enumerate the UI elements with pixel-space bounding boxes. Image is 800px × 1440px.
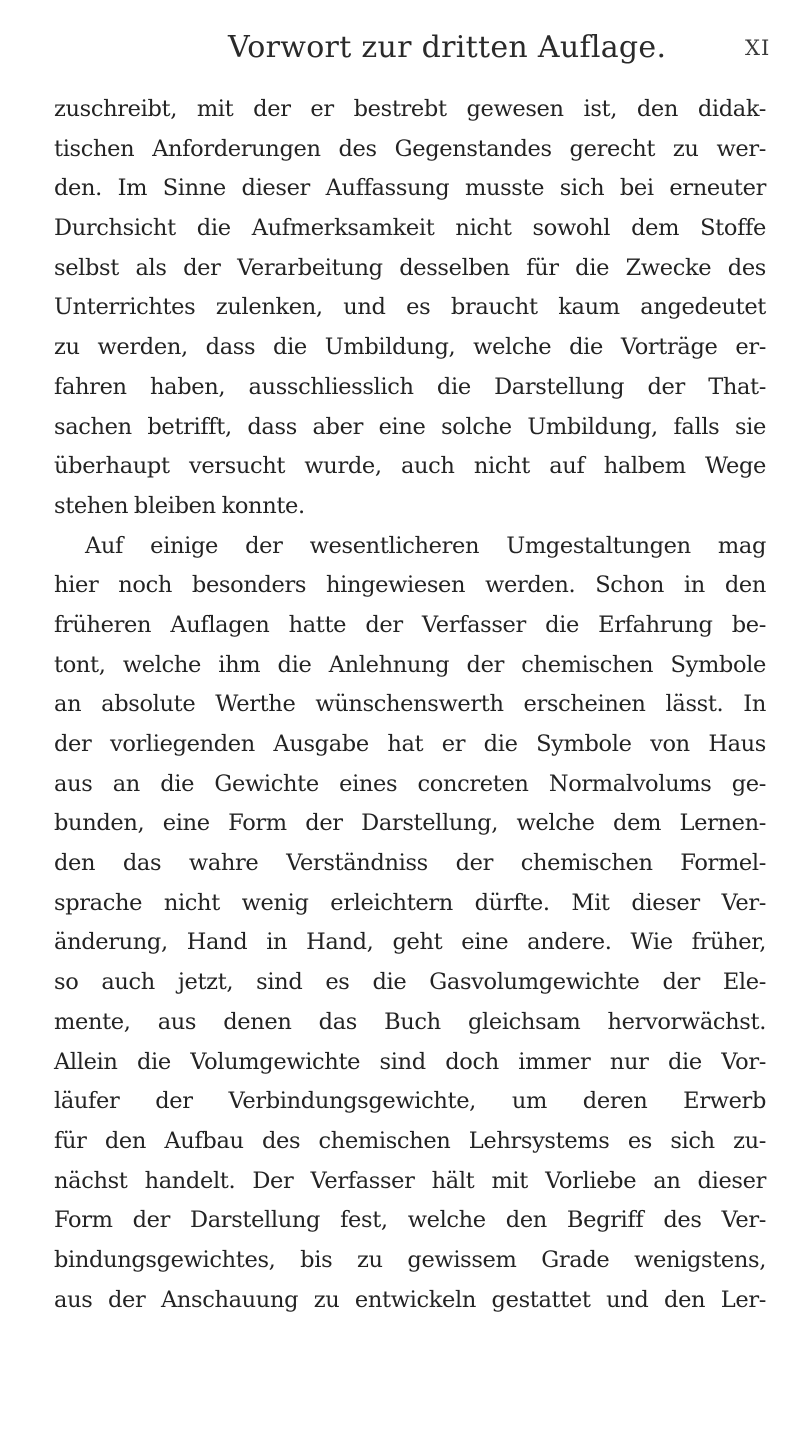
- text-line: den. Im Sinne dieser Auffassung musste sich bei erneuter: [54, 175, 766, 202]
- text-line: zu werden, dass die Umbildung, welche die Vorträge er-: [54, 334, 766, 361]
- text-line: sachen betrifft, dass aber eine solche Umbildung, falls sie: [54, 413, 766, 440]
- text-line: an absolute Werthe wünschenswerth erscheinen lässt. In: [54, 691, 766, 718]
- text-line: sprache nicht wenig erleichtern dürfte. Mit dieser Ver-: [54, 889, 766, 916]
- text-line: aus der Anschauung zu entwickeln gestattet und den Ler-: [54, 1286, 766, 1313]
- text-line: so auch jetzt, sind es die Gasvolumgewichte der Ele-: [54, 969, 766, 996]
- text-line: Durchsicht die Aufmerksamkeit nicht sowohl dem Stoffe: [54, 215, 766, 242]
- text-line: änderung, Hand in Hand, geht eine andere. Wie früher,: [54, 929, 766, 956]
- text-line: Allein die Volumgewichte sind doch immer nur die Vor-: [54, 1048, 766, 1075]
- text-line: läufer der Verbindungsgewichte, um deren Erwerb: [54, 1088, 766, 1115]
- paragraph-start-line: Auf einige der wesentlicheren Umgestaltungen mag: [85, 532, 766, 559]
- text-line: der vorliegenden Ausgabe hat er die Symbole von Haus: [54, 731, 766, 757]
- text-line: tischen Anforderungen des Gegenstandes gerecht zu wer-: [54, 135, 766, 162]
- text-line: aus an die Gewichte eines concreten Normalvolums ge-: [54, 770, 766, 797]
- text-line: für den Aufbau des chemischen Lehrsystems es sich zu-: [54, 1127, 766, 1154]
- text-line: früheren Auflagen hatte der Verfasser die Erfahrung be-: [54, 611, 766, 638]
- text-line: überhaupt versucht wurde, auch nicht auf halbem Wege: [54, 453, 766, 480]
- text-line: den das wahre Verständniss der chemischen Formel-: [54, 850, 766, 877]
- running-head: [0, 30, 800, 70]
- text-line: fahren haben, ausschliesslich die Darstellung der That-: [54, 373, 766, 400]
- body-text: [54, 90, 766, 1320]
- text-line: Unterrichtes zulenken, und es braucht kaum angedeutet: [54, 294, 766, 321]
- text-line: nächst handelt. Der Verfasser hält mit Vorliebe an dieser: [54, 1167, 766, 1194]
- page-number: XI: [745, 36, 771, 60]
- text-line: Form der Darstellung fest, welche den Begriff des Ver-: [54, 1207, 766, 1234]
- running-title: Vorwort zur dritten Auflage.: [228, 30, 667, 65]
- text-line: hier noch besonders hingewiesen werden. Schon in den: [54, 572, 766, 599]
- text-line: bunden, eine Form der Darstellung, welche dem Lernen-: [54, 810, 766, 837]
- text-line: zuschreibt, mit der er bestrebt gewesen ist, den didak-: [54, 96, 766, 122]
- text-line: selbst als der Verarbeitung desselben für die Zwecke des: [54, 254, 766, 281]
- text-line: mente, aus denen das Buch gleichsam hervorwächst.: [54, 1008, 766, 1035]
- text-line: tont, welche ihm die Anlehnung der chemischen Symbole: [54, 651, 766, 678]
- text-line: bindungsgewichtes, bis zu gewissem Grade wenigstens,: [54, 1246, 766, 1273]
- paragraph-end-line: stehen bleiben konnte.: [54, 492, 305, 519]
